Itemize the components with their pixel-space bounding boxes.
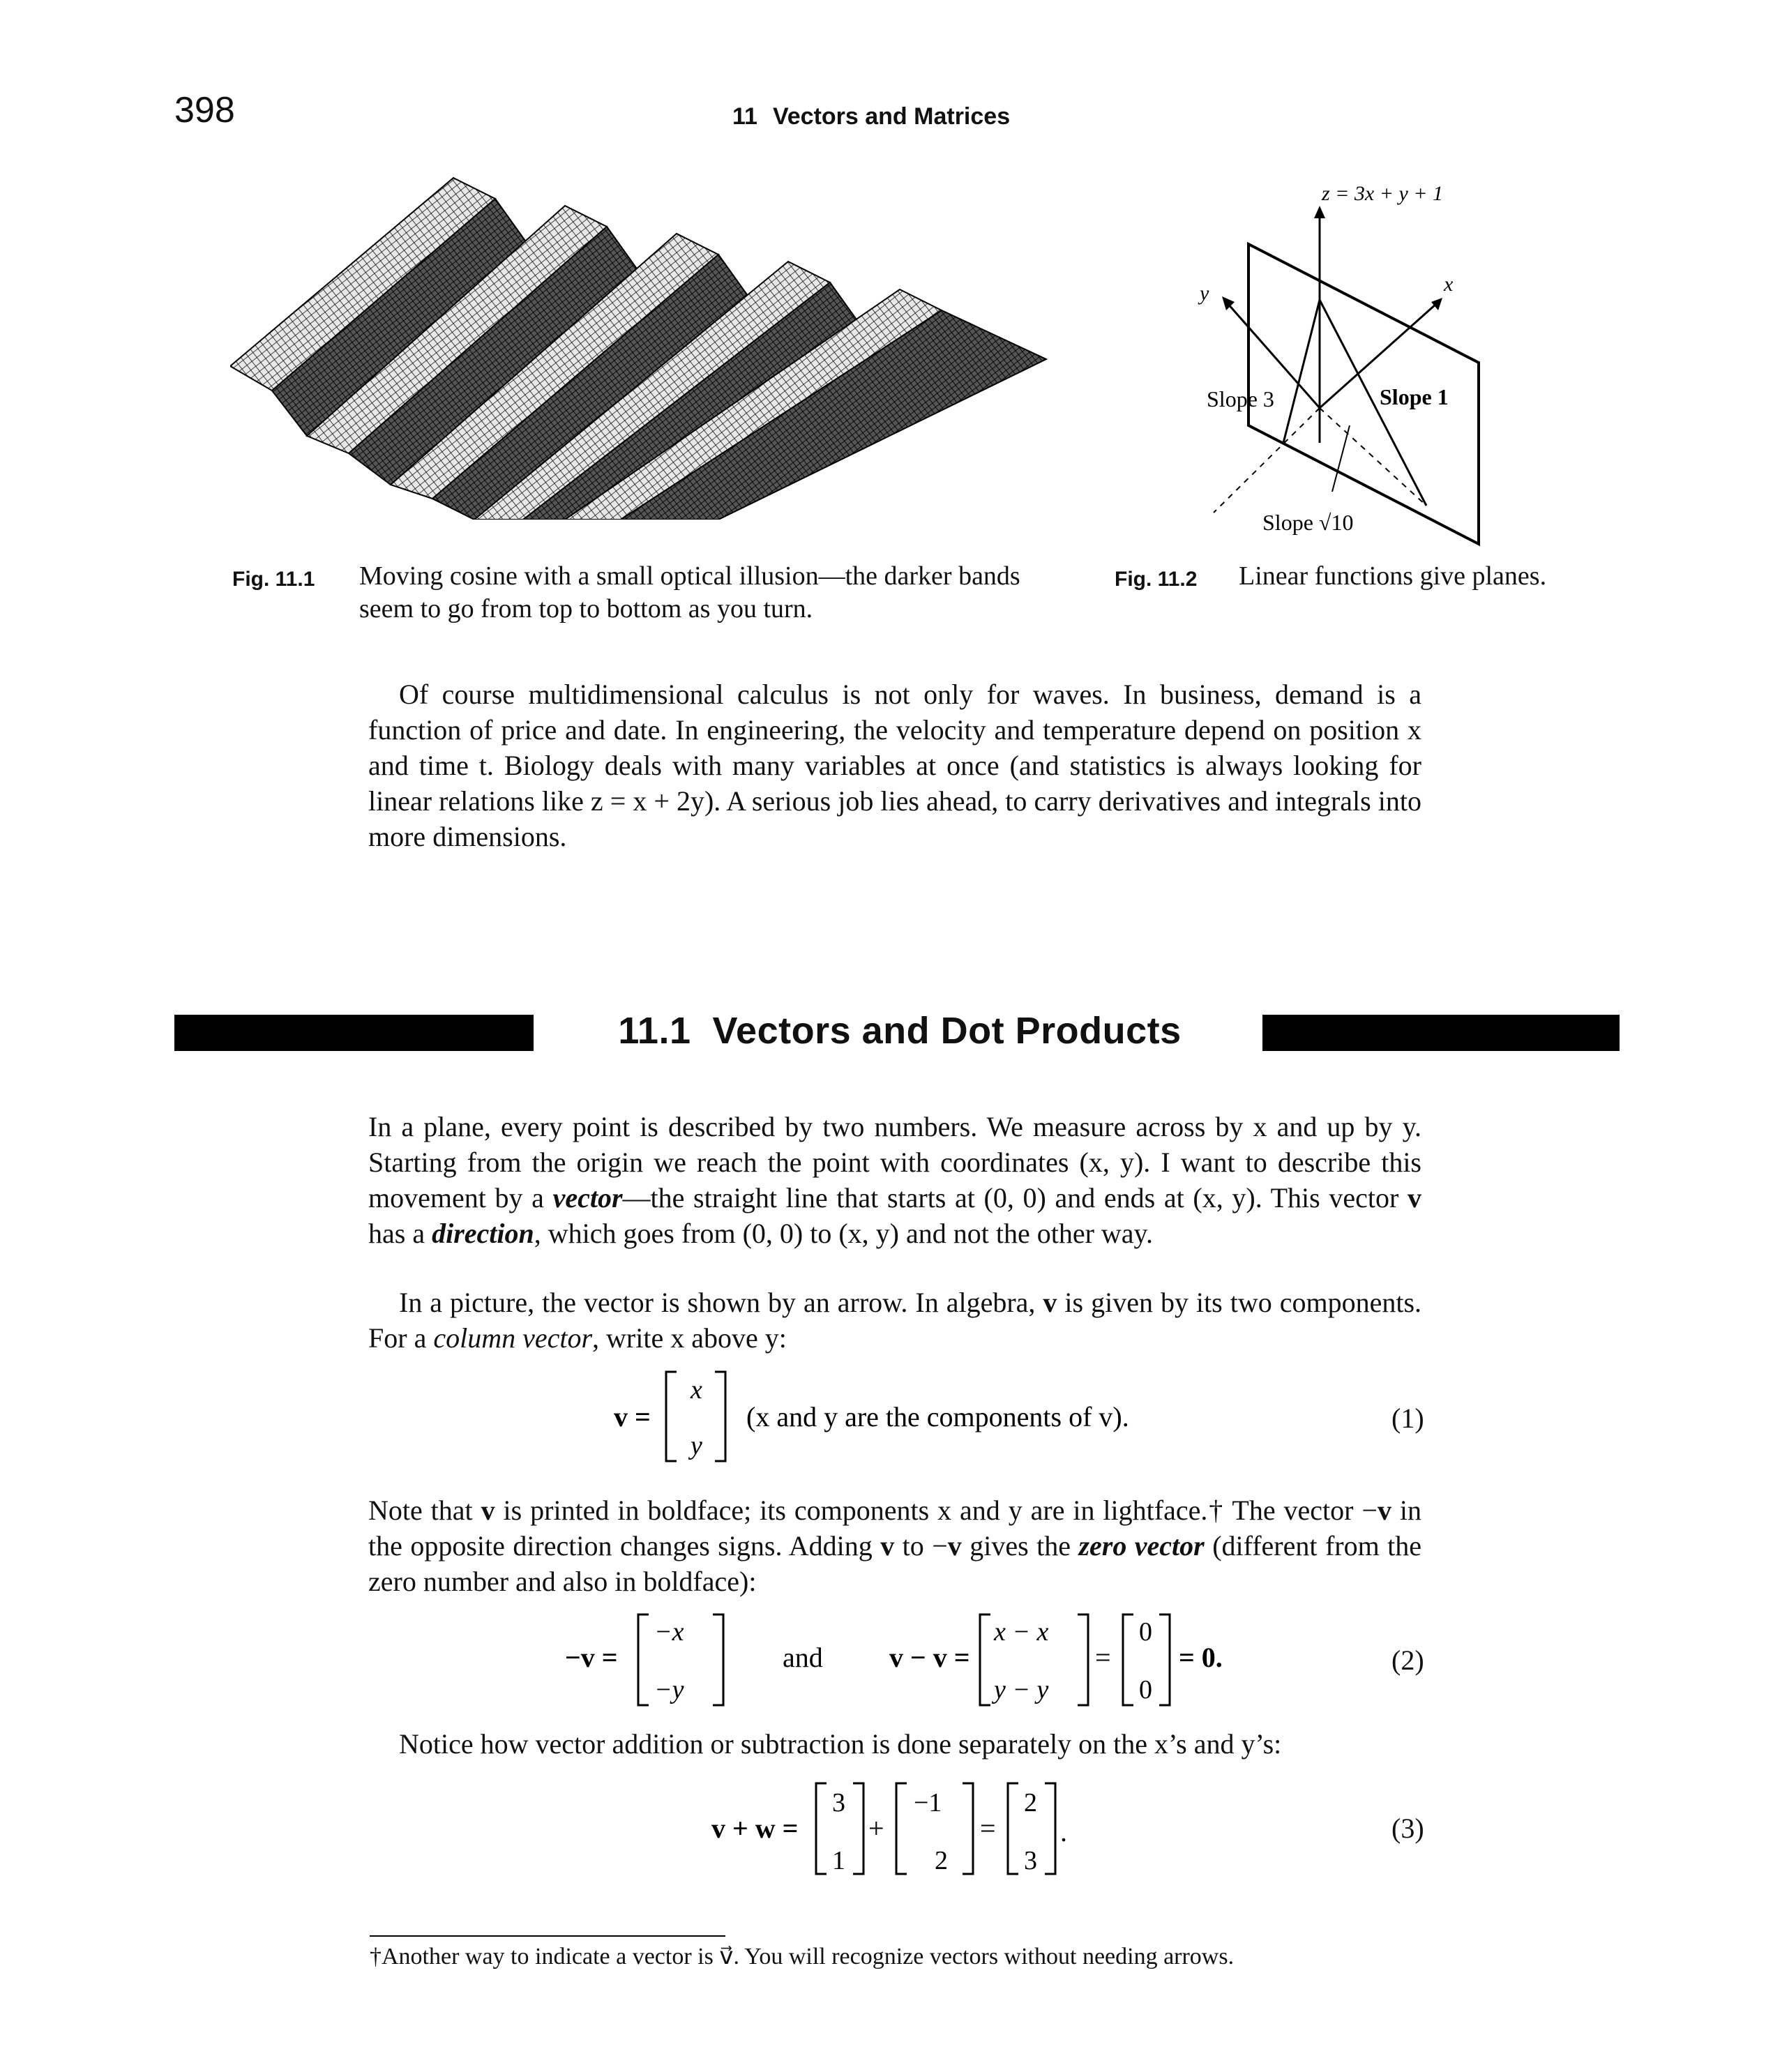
paragraph-picture [368, 1285, 1421, 1356]
eq3-c-bottom: 3 [1024, 1846, 1037, 1875]
z-arrow-icon [1314, 206, 1325, 218]
eq1-note: (x and y are the components of v). [746, 1401, 1129, 1432]
bracket-right [1045, 1783, 1055, 1874]
figure-11-1-label: Fig. 11.1 [232, 568, 315, 591]
running-head [732, 103, 1010, 130]
figure-11-2-label: Fig. 11.2 [1115, 568, 1198, 591]
paragraph-plane [368, 1109, 1421, 1251]
bracket-left [1008, 1783, 1018, 1874]
eq3-b-bottom: 2 [935, 1846, 948, 1875]
term-direction: direction [432, 1218, 534, 1249]
slope-1-label: Slope 1 [1380, 384, 1449, 409]
plane-equation-label: z = 3x + y + 1 [1322, 182, 1444, 205]
paragraph-note [368, 1492, 1421, 1599]
chapter-number: 11 [732, 103, 757, 130]
y-axis-label: y [1200, 282, 1209, 305]
eq3-period: . [1060, 1816, 1067, 1847]
eq3-lhs: v + w = [711, 1813, 799, 1844]
bracket-right [713, 1615, 723, 1705]
text-run: is printed in boldface; its components x and y are in lightface.† The vector − [495, 1495, 1378, 1526]
section-bar-right [1262, 1015, 1620, 1051]
section-title: Vectors and Dot Products [712, 1010, 1182, 1052]
intro-paragraph: Of course multidimensional calculus is not only for waves. In business, demand is a function of price and date. In engineering, the velocity and temperature depend on position x and time t. Biology deals with many variables at once (and statistics is always looking for linear relations like z = x + 2y). A serious job lies ahead, to carry derivatives and integrals into more dimensions. [368, 679, 1421, 852]
eq1-lhs: v = [614, 1401, 651, 1432]
text-run: , which goes from (0, 0) to (x, y) and not the other way. [534, 1218, 1153, 1249]
eq2-and: and [783, 1642, 823, 1673]
equation-2 [558, 1604, 1360, 1716]
symbol-v: v [880, 1530, 895, 1561]
chapter-title: Vectors and Matrices [772, 103, 1011, 130]
eq3-plus: + [868, 1813, 884, 1844]
text-run: , write x above y: [592, 1322, 787, 1354]
slope-sqrt10-label: Slope √10 [1262, 510, 1354, 535]
bracket-right [853, 1783, 863, 1874]
page-number: 398 [174, 90, 235, 130]
text-run: gives the [961, 1530, 1079, 1561]
eq2-equals: = [1095, 1642, 1111, 1673]
equation-1 [600, 1363, 1228, 1468]
bracket-left [980, 1615, 990, 1705]
footnote-rule [370, 1935, 725, 1937]
eq2-lhs1: −v = [565, 1642, 618, 1673]
text-run: in the opposite direction changes signs. Adding [368, 1495, 1421, 1561]
symbol-v: v [1043, 1287, 1057, 1318]
bracket-right [963, 1783, 973, 1874]
equation-2-number: (2) [1391, 1644, 1424, 1676]
eq3-b-top: −1 [914, 1788, 942, 1817]
text-run: In a picture, the vector is shown by an arrow. In algebra, [399, 1287, 1043, 1318]
figure-11-1-caption [232, 560, 1041, 626]
figure-linear-plane [1158, 178, 1521, 554]
bracket-left [1123, 1615, 1133, 1705]
text-run: to − [894, 1530, 948, 1561]
bracket-left [666, 1372, 677, 1461]
text-run: has a [368, 1218, 432, 1249]
bracket-right [715, 1372, 725, 1461]
eq1-top: x [691, 1375, 702, 1405]
symbol-v: v [947, 1530, 962, 1561]
x-arrow-icon [1431, 298, 1442, 310]
eq2-m3-bottom: 0 [1139, 1675, 1152, 1704]
figure-11-2-caption-text: Linear functions give planes. [1239, 561, 1547, 591]
eq2-m2-bottom: y − y [994, 1675, 1049, 1704]
section-heading [551, 1009, 1248, 1052]
figure-11-2-caption [1115, 560, 1603, 593]
symbol-v: v [481, 1495, 495, 1526]
eq2-m2-top: x − x [994, 1617, 1049, 1647]
section-bar-left [174, 1015, 534, 1051]
symbol-v: v [1377, 1495, 1391, 1526]
bracket-left [638, 1615, 649, 1705]
eq2-m1-bottom: −y [654, 1675, 684, 1704]
eq3-a-bottom: 1 [832, 1846, 845, 1875]
text-run: In a plane, every point is described by two numbers. We measure across by x and up by y. Starting from the origin we reach the point with coordinates (x, y). I want to describe this movement by a [368, 1111, 1421, 1213]
equation-1-number: (1) [1391, 1402, 1424, 1434]
figure-moving-cosine [230, 171, 1067, 520]
eq2-m3-top: 0 [1139, 1617, 1152, 1647]
bracket-right [1159, 1615, 1170, 1705]
eq3-c-top: 2 [1024, 1788, 1037, 1817]
x-axis-label: x [1444, 273, 1454, 296]
section-number: 11.1 [618, 1010, 691, 1052]
text-run: —the straight line that starts at (0, 0) and ends at (x, y). This vector [622, 1182, 1408, 1213]
eq2-lhs2: v − v = [889, 1642, 970, 1673]
eq1-bottom: y [691, 1431, 702, 1460]
text-run: Note that [368, 1495, 481, 1526]
equation-3 [704, 1775, 1158, 1883]
bracket-left [896, 1783, 907, 1874]
eq2-rhs: = 0. [1179, 1642, 1223, 1673]
term-vector: vector [552, 1182, 623, 1213]
eq3-a-top: 3 [832, 1788, 845, 1817]
bracket-right [1078, 1615, 1088, 1705]
slope-3-label: Slope 3 [1207, 386, 1274, 411]
footnote: †Another way to indicate a vector is v⃗. You will recognize vectors without needing arrows. [370, 1944, 1235, 1969]
symbol-v: v [1407, 1182, 1421, 1213]
equation-3-number: (3) [1391, 1813, 1424, 1844]
text-run: is given by its two components. For a [368, 1287, 1422, 1354]
figure-11-1-caption-text: Moving cosine with a small optical illusion—the darker bands seem to go from top to bottom as you turn. [359, 561, 1020, 623]
bracket-left [816, 1783, 827, 1874]
paragraph-notice: Notice how vector addition or subtraction is done separately on the x’s and y’s: [399, 1728, 1282, 1760]
eq2-m1-top: −x [654, 1617, 684, 1647]
term-column-vector: column vector [433, 1322, 593, 1354]
eq3-equals: = [980, 1813, 996, 1844]
term-zero-vector: zero vector [1078, 1530, 1205, 1561]
text-run: (different from the zero number and also in boldface): [368, 1530, 1422, 1597]
